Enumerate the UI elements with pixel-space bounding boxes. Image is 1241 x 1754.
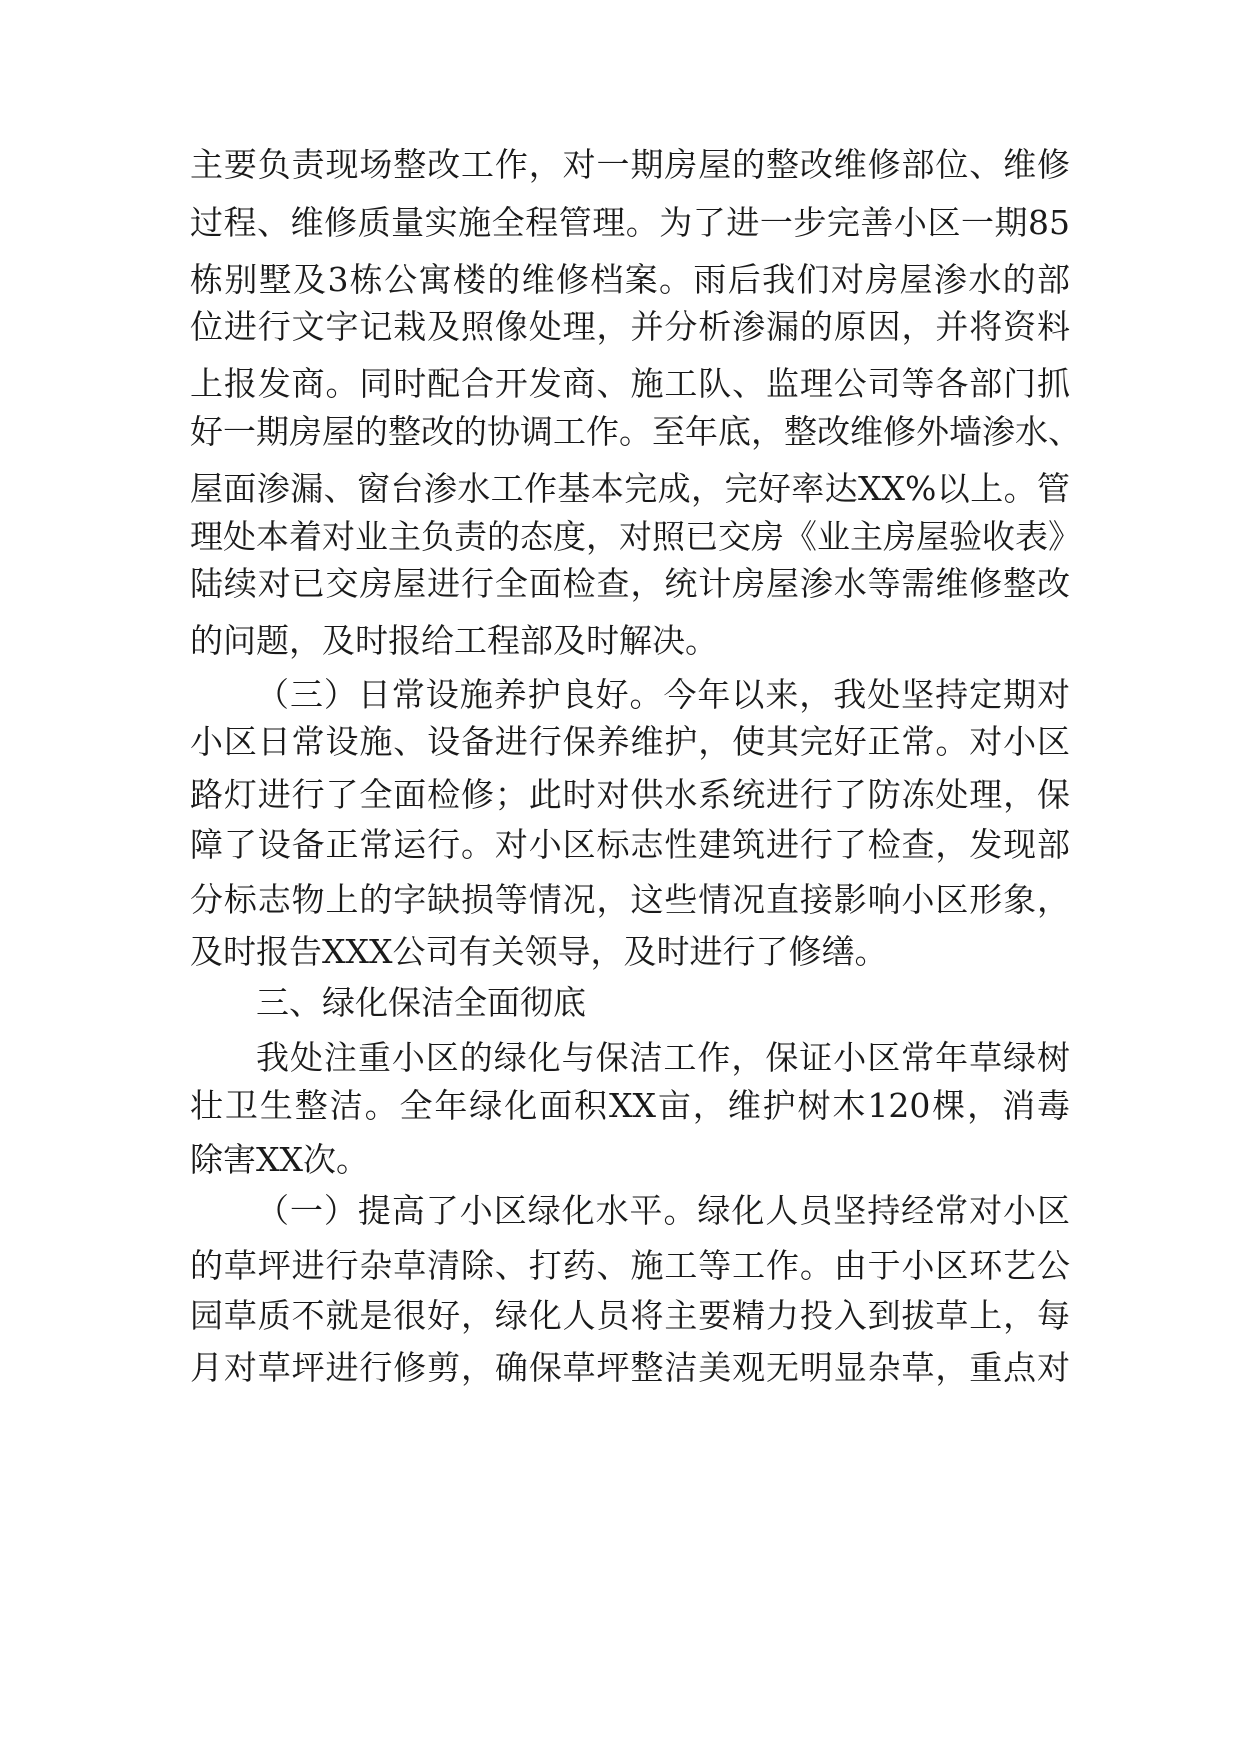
paragraph-line: 小区日常设施、设备进行保养维护，使其完好正常。对小区 xyxy=(190,722,1070,761)
paragraph-line: 障了设备正常运行。对小区标志性建筑进行了检查，发现部 xyxy=(190,825,1070,864)
paragraph-line: 园草质不就是很好，绿化人员将主要精力投入到拔草上，每 xyxy=(190,1296,1070,1335)
paragraph-line: 月对草坪进行修剪，确保草坪整洁美观无明显杂草，重点对 xyxy=(190,1348,1070,1387)
paragraph-line: 陆续对已交房屋进行全面检查，统计房屋渗水等需维修整改 xyxy=(190,564,1070,603)
paragraph-line: 主要负责现场整改工作，对一期房屋的整改维修部位、维修 xyxy=(190,145,1070,184)
paragraph-line: 的问题，及时报给工程部及时解决。 xyxy=(190,621,718,660)
paragraph-line: 及时报告XXX公司有关领导，及时进行了修缮。 xyxy=(190,932,888,971)
paragraph-line: 理处本着对业主负责的态度，对照已交房《业主房屋验收表》 xyxy=(190,517,1081,556)
paragraph-line: 除害XX次。 xyxy=(190,1140,369,1179)
paragraph-line: 的草坪进行杂草清除、打药、施工等工作。由于小区环艺公 xyxy=(190,1246,1070,1285)
section-heading-line: （三）日常设施养护良好。今年以来，我处坚持定期对 xyxy=(256,675,1070,714)
paragraph-line: 栋别墅及3栋公寓楼的维修档案。雨后我们对房屋渗水的部 xyxy=(190,260,1070,299)
paragraph-line: 路灯进行了全面检修；此时对供水系统进行了防冻处理，保 xyxy=(190,775,1070,814)
section-heading: 三、绿化保洁全面彻底 xyxy=(256,983,586,1022)
paragraph-line: 位进行文字记栽及照像处理，并分析渗漏的原因，并将资料 xyxy=(190,307,1070,346)
paragraph-line: 过程、维修质量实施全程管理。为了进一步完善小区一期85 xyxy=(190,203,1070,242)
paragraph-line: 我处注重小区的绿化与保洁工作，保证小区常年草绿树 xyxy=(256,1038,1070,1077)
paragraph-line: 屋面渗漏、窗台渗水工作基本完成，完好率达XX%以上。管 xyxy=(190,469,1070,508)
paragraph-line: 好一期房屋的整改的协调工作。至年底，整改维修外墙渗水、 xyxy=(190,412,1081,451)
paragraph-line: 分标志物上的字缺损等情况，这些情况直接影响小区形象， xyxy=(190,880,1070,919)
paragraph-line: 上报发商。同时配合开发商、施工队、监理公司等各部门抓 xyxy=(190,364,1070,403)
paragraph-line: 壮卫生整洁。全年绿化面积XX亩，维护树木120棵，消毒 xyxy=(190,1086,1070,1125)
section-heading-line: （一）提高了小区绿化水平。绿化人员坚持经常对小区 xyxy=(256,1191,1070,1230)
